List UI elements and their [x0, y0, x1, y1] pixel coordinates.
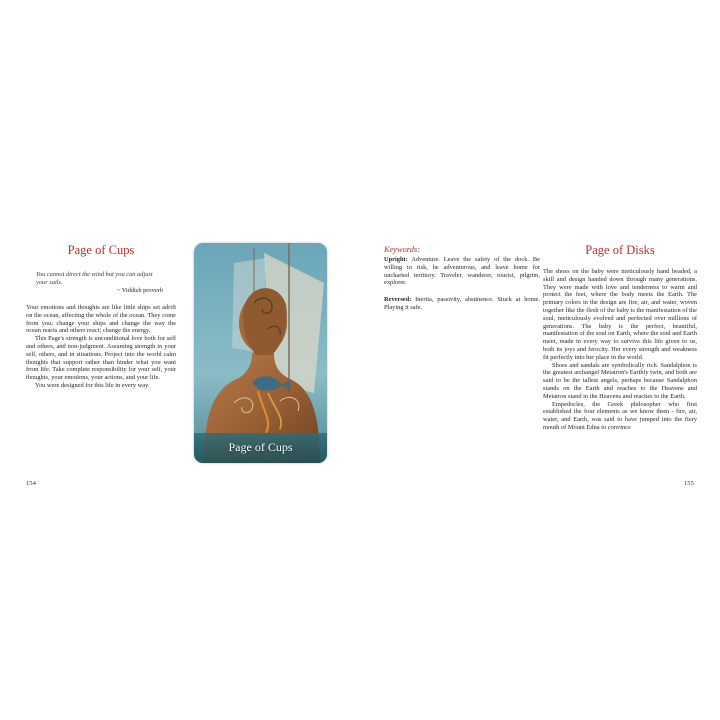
- upright-keywords: [384, 256, 540, 287]
- upright-label: Upright:: [384, 256, 408, 263]
- upright-text: Adventure. Leave the safety of the dock. Be willing to risk, be adventurous, and leave home for uncharted territory. Traveler, wanderer, tourist, pilgrim, explorer.: [384, 256, 540, 287]
- left-body-text: [26, 304, 176, 390]
- reversed-keywords: [384, 296, 540, 312]
- keywords-heading: Keywords:: [384, 245, 420, 254]
- right-body-text: [543, 268, 697, 432]
- reversed-text: Inertia, passivity, abstinence. Stuck at home. Playing it safe.: [384, 296, 540, 311]
- epigraph-line2: your sails.: [36, 279, 63, 286]
- left-page-number: 154: [26, 480, 36, 487]
- right-paragraph-2: Shoes and sandals are symbolically rich. Sandalphon is the greatest archangel Metatron's Earthly twin, and both are said to be the tallest angels, perhaps because Sandalphon stands on the Earth and reaches to the Heavens and Metatron stand in the Heavens and reaches to the Earth.: [543, 361, 697, 400]
- left-paragraph-2: This Page's strength is unconditional love both for self and others, and non-judgment. Assuming strength in your self, others, and in situations. Project into the world calm thoughts that support rather than hinder what you want from life. Take complete responsibility for your self, your thoughts, your emotions, your actions, and your life.: [26, 335, 176, 382]
- right-page-number: 155: [684, 480, 694, 487]
- epigraph-attribution: ~ Yiddish proverb: [116, 287, 163, 294]
- tarot-card-image: [194, 243, 327, 463]
- left-paragraph-3: You were designed for this life in every way.: [35, 381, 150, 389]
- reversed-label: Reversed:: [384, 296, 412, 303]
- left-page-title: Page of Cups: [67, 243, 135, 257]
- left-paragraph-1: Your emotions and thoughts are like little ships set adrift on the ocean, affecting the whole of the ocean. They come from you; change your ships and change the way the ocean reacts and others react; change the energy.: [26, 304, 176, 335]
- card-illustration: [194, 243, 327, 463]
- right-page-title: Page of Disks: [585, 243, 655, 257]
- epigraph-line1: You cannot direct the wind but you can adjust: [36, 271, 153, 278]
- right-paragraph-1: The shoes on the baby were meticulously hand beaded, a skill and design handed down through many generations. They were made with love and tenderness to warm and protect the feet, where the body meets the Earth. The primary colors in the design are fire, air, and water, woven together like the flesh of the baby is the manifestation of the soul, meticulously evolved and perfected over millions of generations. The baby is the perfect, beautiful, manifestation of the soul on Earth, where the soul and Earth meet, made in every way to survive this life given to us, both its joys and ferocity. Her every strength and weakness fit perfectly into her place in the world.: [543, 268, 697, 361]
- right-paragraph-3: Empedocles, the Greek philosopher who first established the four elements as we know them - fire, air, water, and Earth, was said to have jumped into the fiery mouth of Mount Edna to convince: [543, 400, 697, 431]
- card-title-label: Page of Cups: [228, 440, 293, 454]
